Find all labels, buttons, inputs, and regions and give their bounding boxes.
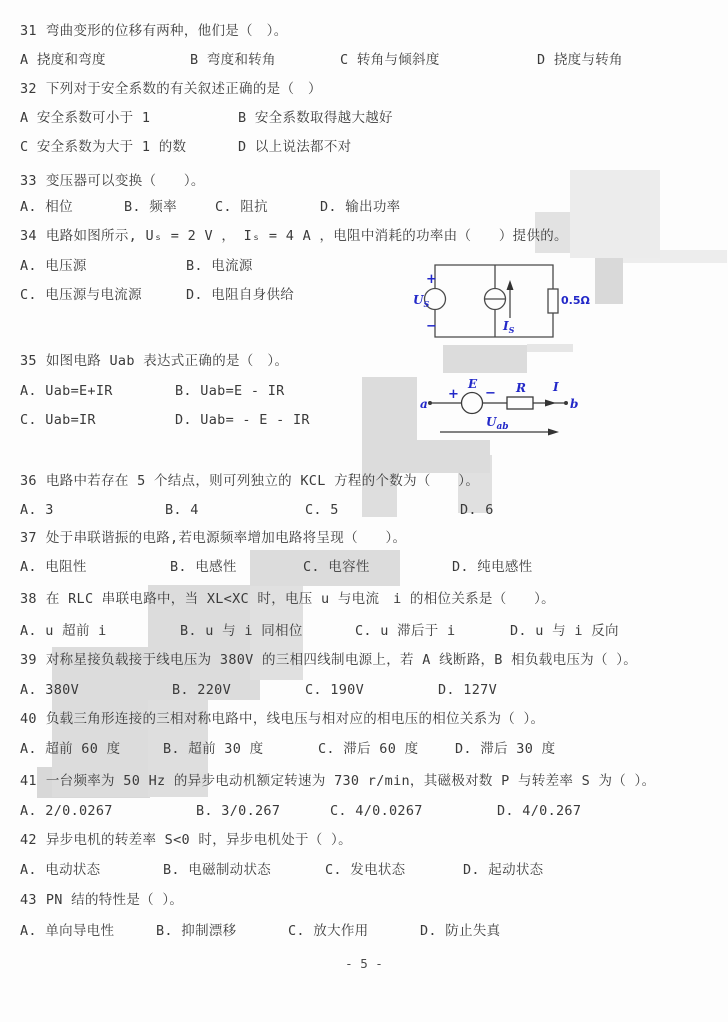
q33-option-A: A. 相位 <box>20 199 73 215</box>
q33-option-B: B. 频率 <box>124 199 177 215</box>
q31-option-D: D 挠度与转角 <box>537 52 623 68</box>
q35-option-A: A. Uab=E+IR <box>20 383 113 399</box>
q36-option-D: D. 6 <box>460 502 494 518</box>
q43-option-D: D. 防止失真 <box>420 923 501 939</box>
question-32-stem <box>20 81 322 97</box>
question-40-stem <box>20 711 544 727</box>
q39-option-B: B. 220V <box>172 682 231 698</box>
uab-voltage-label: $U_{ab}$ <box>486 415 509 432</box>
question-number: 35 <box>20 353 37 369</box>
highlight-artifact <box>595 252 623 304</box>
current-arrow-head <box>545 400 556 407</box>
q43-option-A: A. 单向导电性 <box>20 923 115 939</box>
is-current-label: $I_S$ <box>503 319 515 335</box>
plus-sign: + <box>448 387 459 402</box>
node-a-label: a <box>420 397 428 411</box>
resistor-symbol <box>507 397 533 409</box>
question-text: 处于串联谐振的电路,若电源频率增加电路将呈现（ ）。 <box>45 530 407 546</box>
question-text: 如图电路 Uab 表达式正确的是（ ）。 <box>45 353 289 369</box>
q31-option-C: C 转角与倾斜度 <box>340 52 440 68</box>
q43-option-C: C. 放大作用 <box>288 923 369 939</box>
question-number: 38 <box>20 591 37 607</box>
current-label: I <box>553 380 559 394</box>
q32-option-A: A 安全系数可小于 1 <box>20 110 151 126</box>
q35-option-D: D. Uab= - E - IR <box>175 412 310 428</box>
q41-option-D: D. 4/0.267 <box>497 803 582 819</box>
question-number: 36 <box>20 473 37 489</box>
question-36-stem <box>20 473 479 489</box>
minus-sign: − <box>426 319 437 334</box>
q34-option-B: B. 电流源 <box>186 258 253 274</box>
us-source-label: $U_S$ <box>413 293 430 309</box>
q34-circuit-diagram <box>413 256 593 340</box>
question-text: 电路中若存在 5 个结点，则可列独立的 KCL 方程的个数为（ ）。 <box>45 473 480 489</box>
question-number: 43 <box>20 892 37 908</box>
q37-option-C: C. 电容性 <box>303 559 370 575</box>
q42-option-A: A. 电动状态 <box>20 862 101 878</box>
q38-option-D: D. u 与 i 反向 <box>510 623 619 639</box>
question-text: 下列对于安全系数的有关叙述正确的是（ ） <box>45 81 322 97</box>
highlight-artifact <box>570 170 660 258</box>
question-text: 异步电机的转差率 S<0 时，异步电机处于（ ）。 <box>45 832 352 848</box>
q40-option-B: B. 超前 30 度 <box>163 741 264 757</box>
minus-sign: − <box>485 386 496 401</box>
question-number: 41 <box>20 773 37 789</box>
q37-option-B: B. 电感性 <box>170 559 237 575</box>
q38-option-B: B. u 与 i 同相位 <box>180 623 303 639</box>
question-42-stem <box>20 832 352 848</box>
question-35-stem <box>20 353 288 369</box>
q36-option-B: B. 4 <box>165 502 199 518</box>
node-a-dot <box>428 401 432 405</box>
question-number: 31 <box>20 23 37 39</box>
q35-option-B: B. Uab=E - IR <box>175 383 285 399</box>
emf-label: E <box>468 377 478 391</box>
q33-option-D: D. 输出功率 <box>320 199 401 215</box>
q34-option-C: C. 电压源与电流源 <box>20 287 142 303</box>
q36-option-A: A. 3 <box>20 502 54 518</box>
q34-option-D: D. 电阻自身供给 <box>186 287 295 303</box>
question-43-stem <box>20 892 183 908</box>
question-text: 对称星接负载接于线电压为 380V 的三相四线制电源上，若 A 线断路，B 相负载电压为（ ）。 <box>45 652 638 668</box>
highlight-artifact <box>362 377 417 473</box>
q39-option-A: A. 380V <box>20 682 79 698</box>
question-31-stem <box>20 23 288 39</box>
q42-option-C: C. 发电状态 <box>325 862 406 878</box>
q32-option-D: D 以上说法都不对 <box>238 139 352 155</box>
q38-option-C: C. u 滞后于 i <box>355 623 456 639</box>
q43-option-B: B. 抑制漂移 <box>156 923 237 939</box>
q36-option-C: C. 5 <box>305 502 339 518</box>
q40-option-C: C. 滞后 60 度 <box>318 741 419 757</box>
q32-option-B: B 安全系数取得越大越好 <box>238 110 393 126</box>
question-text: PN 结的特性是（ ）。 <box>45 892 184 908</box>
question-number: 37 <box>20 530 37 546</box>
q33-option-C: C. 阻抗 <box>215 199 268 215</box>
node-b-label: b <box>570 397 579 411</box>
question-text: 电路如图所示, Uₛ = 2 V ， Iₛ = 4 A ，电阻中消耗的功率由（ ）提供的。 <box>45 228 568 244</box>
q35-option-C: C. Uab=IR <box>20 412 96 428</box>
question-34-stem <box>20 228 568 244</box>
q40-option-A: A. 超前 60 度 <box>20 741 121 757</box>
question-text: 弯曲变形的位移有两种，他们是（ ）。 <box>45 23 288 39</box>
q35-circuit-diagram <box>418 376 588 440</box>
q41-option-A: A. 2/0.0267 <box>20 803 113 819</box>
q37-option-D: D. 纯电感性 <box>452 559 533 575</box>
resistor-value-label: 0.5Ω <box>561 294 590 307</box>
q34-option-A: A. 电压源 <box>20 258 87 274</box>
highlight-artifact <box>443 345 527 373</box>
question-number: 32 <box>20 81 37 97</box>
question-number: 42 <box>20 832 37 848</box>
question-number: 40 <box>20 711 37 727</box>
uab-arrow-head <box>548 429 559 436</box>
q39-option-D: D. 127V <box>438 682 497 698</box>
q31-option-A: A 挠度和弯度 <box>20 52 106 68</box>
question-text: 负载三角形连接的三相对称电路中，线电压与相对应的相电压的相位关系为（ ）。 <box>45 711 545 727</box>
question-33-stem <box>20 173 205 189</box>
question-number: 33 <box>20 173 37 189</box>
plus-sign: + <box>426 272 437 287</box>
question-39-stem <box>20 652 637 668</box>
q41-option-B: B. 3/0.267 <box>196 803 281 819</box>
resistor-label: R <box>516 381 526 395</box>
q37-option-A: A. 电阻性 <box>20 559 87 575</box>
q39-option-C: C. 190V <box>305 682 364 698</box>
q32-option-C: C 安全系数为大于 1 的数 <box>20 139 187 155</box>
q40-option-D: D. 滞后 30 度 <box>455 741 556 757</box>
q42-option-B: B. 电磁制动状态 <box>163 862 272 878</box>
question-text: 在 RLC 串联电路中，当 XL<XC 时，电压 u 与电流 i 的相位关系是（ ）。 <box>45 591 555 607</box>
highlight-artifact <box>527 344 573 352</box>
question-number: 39 <box>20 652 37 668</box>
node-b-dot <box>564 401 568 405</box>
q31-option-B: B 弯度和转角 <box>190 52 276 68</box>
q42-option-D: D. 起动状态 <box>463 862 544 878</box>
page-number: - 5 - <box>345 956 383 971</box>
question-41-stem <box>20 773 655 789</box>
question-text: 变压器可以变换（ ）。 <box>45 173 205 189</box>
question-number: 34 <box>20 228 37 244</box>
q38-option-A: A. u 超前 i <box>20 623 107 639</box>
q41-option-C: C. 4/0.0267 <box>330 803 423 819</box>
question-37-stem <box>20 530 406 546</box>
emf-source-symbol <box>462 393 483 414</box>
resistor-symbol <box>548 289 558 313</box>
current-arrow-head <box>507 280 514 290</box>
question-text: 一台频率为 50 Hz 的异步电动机额定转速为 730 r/min，其磁极对数 P 与转差率 S 为（ ）。 <box>45 773 656 789</box>
question-38-stem <box>20 591 555 607</box>
